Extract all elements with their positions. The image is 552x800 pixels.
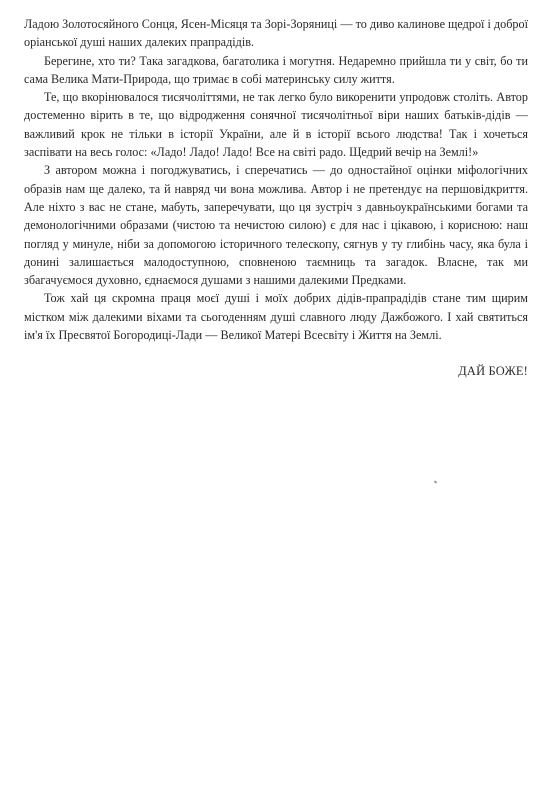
paragraph-1: Ладою Золотосяйного Сонця, Ясен-Місяця та Зорі-Зоряниці — то диво калинове щедрої і доброї оріанської душі наших далеких прапрадідів. (24, 17, 528, 50)
text-block (24, 15, 528, 381)
scan-speck (434, 480, 438, 483)
paragraph-3: Те, що вкорінювалося тисячоліттями, не так легко було викоренити упродовж століть. Автор достеменно вірить в те, що відродження сонячної тисячолітньої віри наших батьків-дідів — важливий крок не тільки в історії України, але й в історії всього людства! Так і хочеться заспівати на весь голос: «Ладо! Ладо! Ладо! Все на світі радо. Щедрий вечір на Землі!» (24, 90, 528, 160)
paragraph-2: Берегине, хто ти? Така загадкова, багатолика і могутня. Недаремно прийшла ти у світ, бо ти сама Велика Мати-Природа, що тримає в собі материнську силу життя. (24, 53, 528, 86)
paragraph-4: З автором можна і погоджуватись, і сперечатись — до одностайної оцінки міфологічних образів нам ще далеко, та й навряд чи вона можлива. Автор і не претендує на першовідкриття. Але ніхто з вас не стане, мабуть, заперечувати, що ця зустріч з давньоукраїнськими богами та демонологічними образами (чистою та нечистою силою) є для нас і цікавою, і корисною: наш погляд у минуле, ніби за допомогою історичного телескопу, сягнув у ту глибінь часу, яка була і донині залишається малодоступною, сповненою таємниць та загадок. Власне, так ми збагачуємося духовно, єднаємося душами з нашими далекими Предками. (24, 163, 528, 288)
paragraph-5: Тож хай ця скромна праця моєї душі і моїх добрих дідів-прапрадідів стане тим щирим містком між далекими віхами та сьогоденням душі славного люду Дажбожого. І хай святиться ім'я їх Пресвятої Богородиці-Лади — Великої Матері Всесвіту і Життя на Землі. (24, 291, 528, 343)
signoff: ДАЙ БОЖЕ! (458, 364, 528, 379)
